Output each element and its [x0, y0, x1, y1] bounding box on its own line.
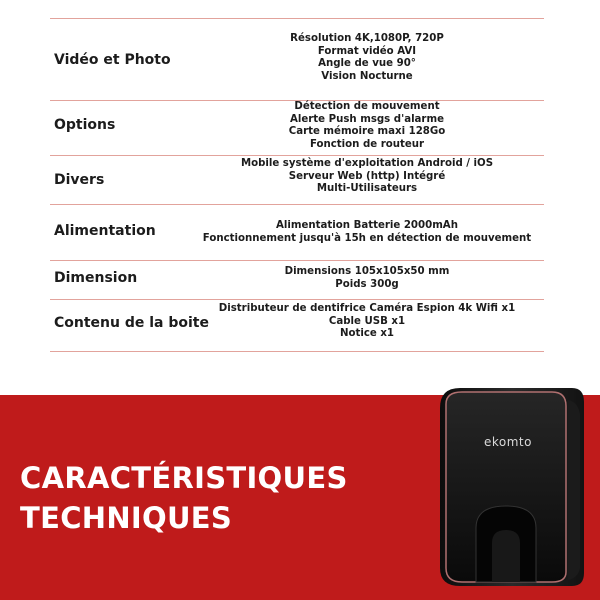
spec-label: Vidéo et Photo	[54, 52, 171, 68]
spec-value: Alerte Push msgs d'alarme	[289, 113, 444, 125]
spec-values	[190, 33, 544, 83]
spec-value: Distributeur de dentifrice Caméra Espion 4k Wifi x1	[218, 303, 516, 314]
spec-value: Fonctionnement jusqu'à 15h en détection de mouvement	[202, 232, 532, 244]
spec-label: Contenu de la boite	[54, 315, 209, 331]
spec-values	[190, 220, 544, 245]
banner-title-line: CARACTÉRISTIQUES	[20, 461, 348, 495]
spec-value: Serveur Web (http) Intégré	[288, 170, 446, 182]
spec-row-alimentation	[50, 205, 544, 260]
toothpaste-dispenser-camera-icon	[432, 378, 587, 593]
spec-value: Mobile système d'exploitation Android / iOS	[240, 158, 494, 169]
spec-values	[190, 266, 544, 291]
spec-value: Notice x1	[339, 328, 395, 340]
spec-value: Poids 300g	[335, 278, 399, 290]
spec-value: Cable USB x1	[328, 315, 406, 327]
spec-label: Divers	[54, 172, 105, 188]
spec-row-options	[50, 101, 544, 155]
spec-value: Alimentation Batterie 2000mAh	[276, 220, 458, 231]
spec-row-video	[50, 19, 544, 100]
spec-value: Multi-Utilisateurs	[316, 183, 418, 195]
spec-value: Détection de mouvement	[294, 101, 440, 112]
spec-value: Dimensions 105x105x50 mm	[284, 266, 450, 277]
spec-label: Options	[54, 117, 116, 133]
spec-values	[190, 303, 544, 341]
spec-value: Carte mémoire maxi 128Go	[288, 126, 446, 138]
spec-label: Dimension	[54, 270, 138, 286]
banner-title	[20, 458, 348, 538]
product-image	[432, 378, 587, 593]
spec-value: Résolution 4K,1080P, 720P	[290, 33, 444, 44]
spec-row-contenu	[50, 300, 544, 350]
spec-value: Format vidéo AVI	[317, 45, 417, 57]
spec-values	[190, 101, 544, 151]
spec-row-divers	[50, 156, 544, 203]
spec-label: Alimentation	[54, 223, 156, 239]
product-logo: ekomto	[484, 435, 532, 449]
spec-value: Angle de vue 90°	[318, 58, 416, 70]
spec-value: Vision Nocturne	[321, 70, 413, 82]
spec-value: Fonction de routeur	[309, 138, 425, 150]
divider	[50, 351, 544, 352]
banner-title-line: TECHNIQUES	[20, 501, 233, 535]
spec-row-dimension	[50, 261, 544, 299]
spec-values	[190, 158, 544, 196]
